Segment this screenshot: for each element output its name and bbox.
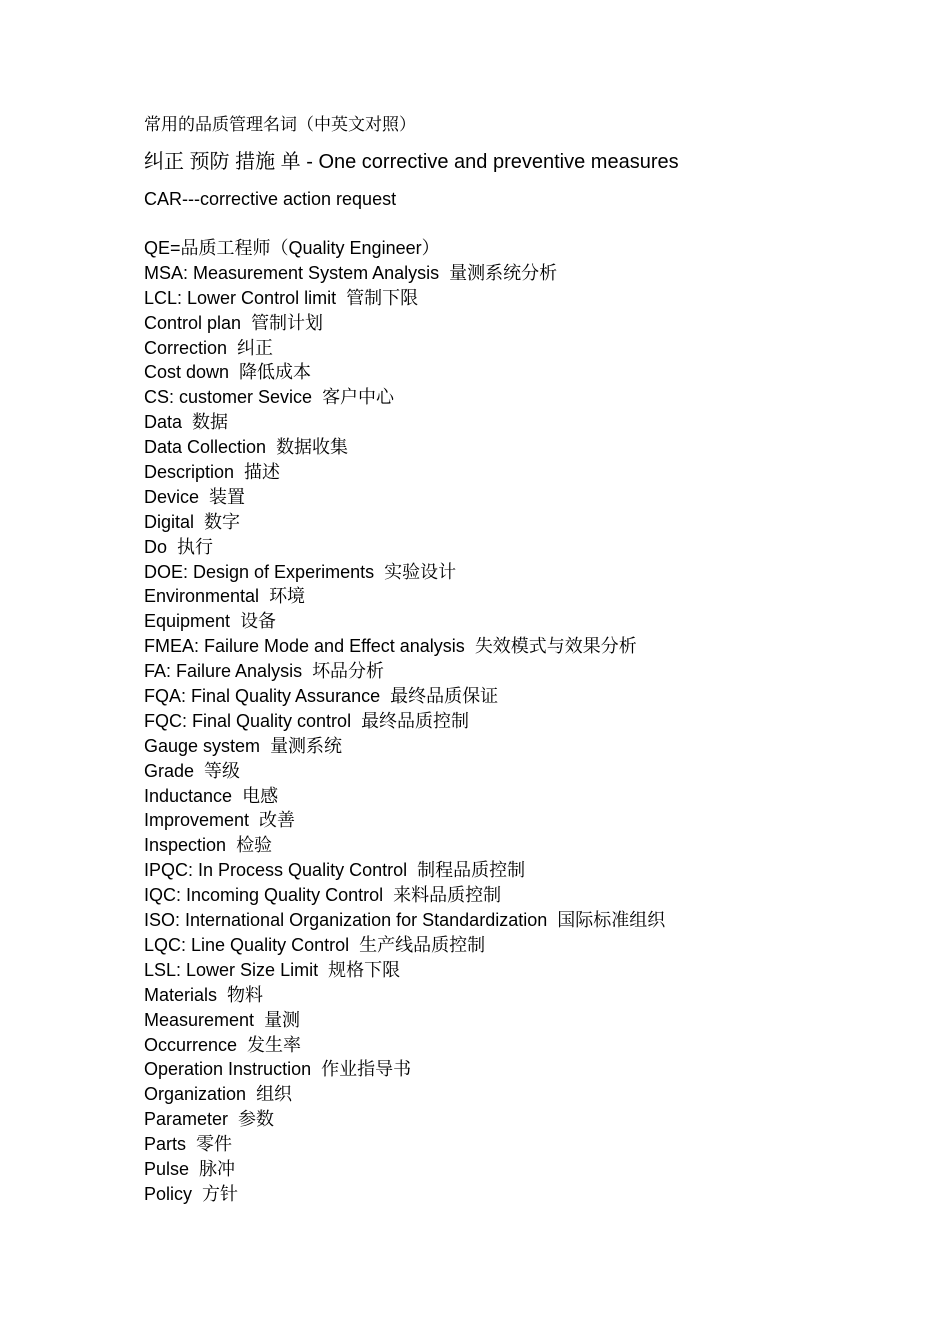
glossary-item: [144, 759, 924, 784]
term-english: Gauge system: [144, 735, 261, 756]
glossary-item: [144, 709, 924, 734]
glossary-item: [144, 684, 924, 709]
term-chinese: 组织: [256, 1084, 293, 1105]
term-english: Environmental: [144, 586, 260, 607]
glossary-item: [144, 983, 924, 1008]
glossary-item: [144, 385, 924, 410]
glossary-item: [144, 1033, 924, 1058]
glossary-list: [144, 236, 924, 1207]
glossary-item: [144, 360, 924, 385]
term-english: Grade: [144, 760, 195, 781]
term-chinese: 作业指导书: [321, 1059, 412, 1080]
term-chinese: 降低成本: [239, 362, 312, 383]
term-chinese: 设备: [240, 611, 277, 632]
term-chinese: 管制下限: [346, 287, 419, 308]
term-english: FMEA: Failure Mode and Effect analysis: [144, 636, 465, 657]
glossary-item: [144, 659, 924, 684]
glossary-item: [144, 1082, 924, 1107]
term-chinese: 量测系统分析: [449, 262, 558, 283]
term-chinese: 物料: [227, 984, 264, 1005]
document-title: 常用的品质管理名词（中英文对照）: [144, 115, 416, 134]
term-english: Equipment: [144, 611, 231, 632]
term-english: Improvement: [144, 810, 250, 831]
term-chinese: 最终品质控制: [361, 710, 470, 731]
glossary-item: [144, 336, 924, 361]
glossary-item: [144, 1008, 924, 1033]
glossary-item: [144, 1132, 924, 1157]
term-chinese: 规格下限: [328, 959, 401, 980]
term-english: QE=品质工程师（Quality Engineer）: [144, 238, 440, 258]
term-english: Measurement: [144, 1009, 255, 1030]
term-chinese: 装置: [209, 486, 246, 507]
glossary-item: [144, 311, 924, 336]
term-english: Description: [144, 462, 235, 483]
term-chinese: 电感: [242, 785, 279, 806]
term-english: Control plan: [144, 312, 242, 333]
term-chinese: 执行: [177, 536, 214, 557]
glossary-item: [144, 1182, 924, 1207]
term-chinese: 来料品质控制: [393, 885, 502, 906]
term-english: FA: Failure Analysis: [144, 661, 303, 682]
term-chinese: 最终品质保证: [390, 686, 499, 707]
term-english: CS: customer Sevice: [144, 387, 313, 408]
term-english: Policy: [144, 1183, 193, 1204]
car-definition: CAR---corrective action request: [144, 189, 397, 209]
term-chinese: 生产线品质控制: [359, 934, 486, 955]
term-chinese: 失效模式与效果分析: [474, 636, 637, 657]
term-english: LCL: Lower Control limit: [144, 287, 337, 308]
term-english: ISO: International Organization for Standardization: [144, 910, 548, 931]
term-chinese: 环境: [269, 586, 306, 607]
term-english: Parameter: [144, 1109, 229, 1130]
term-chinese: 零件: [196, 1134, 233, 1155]
term-english: Operation Instruction: [144, 1059, 312, 1080]
term-chinese: 纠正: [237, 337, 274, 358]
term-english: Correction: [144, 337, 228, 358]
glossary-item: [144, 286, 924, 311]
term-chinese: 制程品质控制: [417, 860, 526, 881]
glossary-item: [144, 808, 924, 833]
term-chinese: 方针: [202, 1183, 239, 1204]
glossary-item: [144, 560, 924, 585]
term-chinese: 数据: [192, 412, 229, 433]
term-english: Occurrence: [144, 1034, 238, 1055]
term-english: IPQC: In Process Quality Control: [144, 860, 408, 881]
term-english: FQA: Final Quality Assurance: [144, 686, 381, 707]
term-english: Inductance: [144, 785, 233, 806]
term-english: Parts: [144, 1134, 187, 1155]
term-english: Device: [144, 486, 200, 507]
document-content: [144, 112, 924, 1207]
term-chinese: 管制计划: [251, 312, 324, 333]
glossary-item: [144, 958, 924, 983]
glossary-item: [144, 908, 924, 933]
term-chinese: 数据收集: [276, 437, 349, 458]
glossary-item: [144, 1157, 924, 1182]
term-chinese: 等级: [204, 760, 241, 781]
term-english: LSL: Lower Size Limit: [144, 959, 319, 980]
term-english: Organization: [144, 1084, 247, 1105]
term-chinese: 实验设计: [384, 561, 457, 582]
term-english: Do: [144, 536, 168, 557]
glossary-item: [144, 535, 924, 560]
term-english: Pulse: [144, 1158, 190, 1179]
glossary-item: [144, 833, 924, 858]
glossary-item: [144, 634, 924, 659]
glossary-item: [144, 609, 924, 634]
term-chinese: 量测: [264, 1009, 301, 1030]
term-english: Data: [144, 412, 183, 433]
glossary-item: [144, 1107, 924, 1132]
glossary-item: [144, 261, 924, 286]
glossary-item: [144, 1057, 924, 1082]
glossary-item: [144, 510, 924, 535]
term-english: Data Collection: [144, 437, 267, 458]
glossary-item: [144, 410, 924, 435]
glossary-item: [144, 933, 924, 958]
term-english: IQC: Incoming Quality Control: [144, 885, 384, 906]
term-chinese: 国际标准组织: [557, 910, 666, 931]
document-subtitle: 纠正 预防 措施 单 - One corrective and preventive measures: [144, 151, 679, 173]
term-chinese: 数字: [204, 511, 241, 532]
glossary-item: [144, 883, 924, 908]
term-english: Inspection: [144, 835, 227, 856]
term-chinese: 改善: [259, 810, 296, 831]
term-chinese: 检验: [236, 835, 273, 856]
term-english: MSA: Measurement System Analysis: [144, 262, 440, 283]
term-chinese: 客户中心: [322, 387, 395, 408]
glossary-item: [144, 460, 924, 485]
term-english: Cost down: [144, 362, 230, 383]
term-english: FQC: Final Quality control: [144, 710, 352, 731]
glossary-item: [144, 784, 924, 809]
term-english: LQC: Line Quality Control: [144, 934, 350, 955]
glossary-item: [144, 435, 924, 460]
term-chinese: 脉冲: [199, 1158, 236, 1179]
glossary-item: [144, 236, 924, 261]
glossary-item: [144, 485, 924, 510]
glossary-item: [144, 858, 924, 883]
term-chinese: 描述: [244, 462, 281, 483]
term-english: DOE: Design of Experiments: [144, 561, 375, 582]
term-chinese: 参数: [238, 1109, 275, 1130]
glossary-item: [144, 584, 924, 609]
term-chinese: 坏品分析: [312, 661, 385, 682]
term-chinese: 量测系统: [270, 735, 343, 756]
term-english: Digital: [144, 511, 195, 532]
term-english: Materials: [144, 984, 218, 1005]
glossary-item: [144, 734, 924, 759]
term-chinese: 发生率: [247, 1034, 302, 1055]
